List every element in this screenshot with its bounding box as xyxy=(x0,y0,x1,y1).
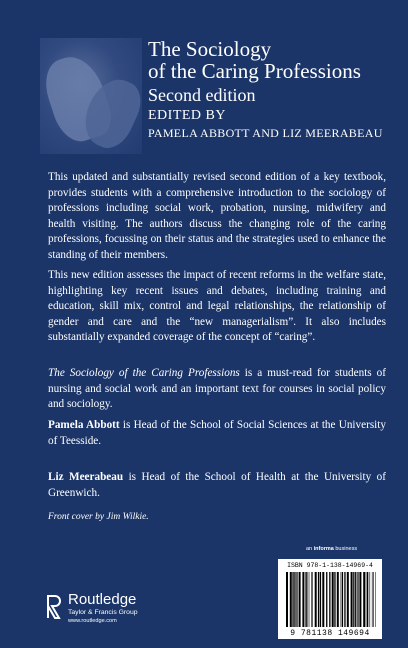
publisher-logo xyxy=(46,592,138,625)
barcode-bar xyxy=(286,572,288,627)
barcode-bar xyxy=(309,572,310,627)
blurb-paragraph-2: This new edition assesses the impact of recent reforms in the welfare state, highlighting key recent issues and debates, including training and education, skill mix, control and legal relationships, the relationship of gender and care and the “new managerialism”. It also includes substantially expanded coverage of the concept of “caring”. xyxy=(48,269,386,344)
barcode-bar xyxy=(302,572,304,627)
barcode-bar xyxy=(342,572,343,627)
barcode-bar xyxy=(292,572,293,627)
informa-brand: informa xyxy=(313,546,334,552)
barcode-bar xyxy=(359,572,361,627)
barcode-bars xyxy=(286,572,376,627)
barcode-bar xyxy=(363,572,365,627)
barcode-bar xyxy=(376,572,377,627)
author-name: Liz Meerabeau xyxy=(48,471,124,483)
barcode-bar xyxy=(355,572,356,627)
book-title-italic: The Sociology of the Caring Professions xyxy=(48,367,240,379)
edition-label: Second edition xyxy=(148,85,256,105)
title-block xyxy=(148,38,383,141)
tagline-suffix: business xyxy=(333,546,358,552)
editor-name: PAMELA ABBOTT xyxy=(148,126,250,140)
barcode-bar xyxy=(329,572,330,627)
barcode-bar xyxy=(351,572,353,627)
barcode-bar xyxy=(372,572,373,627)
author-bio-1 xyxy=(48,418,386,449)
blurb-paragraph-1: This updated and substantially revised second edition of a key textbook, provides students with a comprehensive introduction to the sociology of professions including social work, probation, nursing, midwifery and health visiting. The authors discuss the changing role of the caring professions, focussing on their status and the strategies used to enhance the standing of their members. xyxy=(48,171,386,261)
barcode-bar xyxy=(357,572,358,627)
barcode-bar xyxy=(297,572,298,627)
barcode-bar xyxy=(370,572,371,627)
barcode-bar xyxy=(341,572,342,627)
author-name: Pamela Abbott xyxy=(48,419,120,431)
routledge-r-icon xyxy=(46,594,62,620)
barcode-bar xyxy=(290,572,292,627)
barcode-bar xyxy=(318,572,319,627)
tagline-prefix: an xyxy=(306,546,314,552)
isbn-text: ISBN 978-1-138-14969-4 xyxy=(287,562,373,569)
paragraph-text: is Head of the School of Social Sciences at the University of Teesside. xyxy=(48,419,386,447)
publisher-group: Taylor & Francis Group xyxy=(68,609,138,616)
barcode-bar xyxy=(296,572,297,627)
barcode-bar xyxy=(320,572,321,627)
barcode-bar xyxy=(334,572,335,627)
barcode-bar xyxy=(322,572,324,627)
barcode-bar xyxy=(315,572,317,627)
cover-credit: Front cover by Jim Wilkie. xyxy=(48,512,149,522)
cover-photo xyxy=(40,38,142,154)
edited-by-label: EDITED BY xyxy=(148,108,226,123)
barcode-bar xyxy=(311,572,312,627)
barcode-bar xyxy=(344,572,345,627)
paragraph-text: is Head of the School of Health at the University of Greenwich. xyxy=(48,471,386,499)
barcode xyxy=(278,559,382,639)
barcode-bar xyxy=(366,572,367,627)
paragraph-text: is a must-read for students of nursing and social work and an important text for courses in social policy and sociology. xyxy=(48,367,386,411)
publisher-url: www.routledge.com xyxy=(68,618,117,624)
publisher-name: Routledge xyxy=(68,591,137,608)
barcode-bar xyxy=(299,572,301,627)
book-title-line2: of the Caring Professions xyxy=(148,59,361,83)
and-word: AND xyxy=(252,126,280,140)
barcode-number: 9 781138 149694 xyxy=(290,629,370,638)
author-bio-2 xyxy=(48,470,386,501)
book-title-line1: The Sociology xyxy=(148,37,272,61)
barcode-bar xyxy=(373,572,374,627)
editor-name: LIZ MEERABEAU xyxy=(282,126,383,140)
barcode-bar xyxy=(305,572,306,627)
barcode-bar xyxy=(306,572,307,627)
blurb-paragraph-3 xyxy=(48,366,386,413)
barcode-bar xyxy=(326,572,327,627)
barcode-bar xyxy=(353,572,354,627)
barcode-bar xyxy=(294,572,295,627)
barcode-bar xyxy=(358,572,359,627)
barcode-bar xyxy=(367,572,368,627)
informa-tagline xyxy=(306,546,357,552)
barcode-bar xyxy=(347,572,349,627)
barcode-bar xyxy=(332,572,334,627)
barcode-bar xyxy=(312,572,313,627)
barcode-bar xyxy=(337,572,339,627)
editors-line xyxy=(148,126,383,141)
